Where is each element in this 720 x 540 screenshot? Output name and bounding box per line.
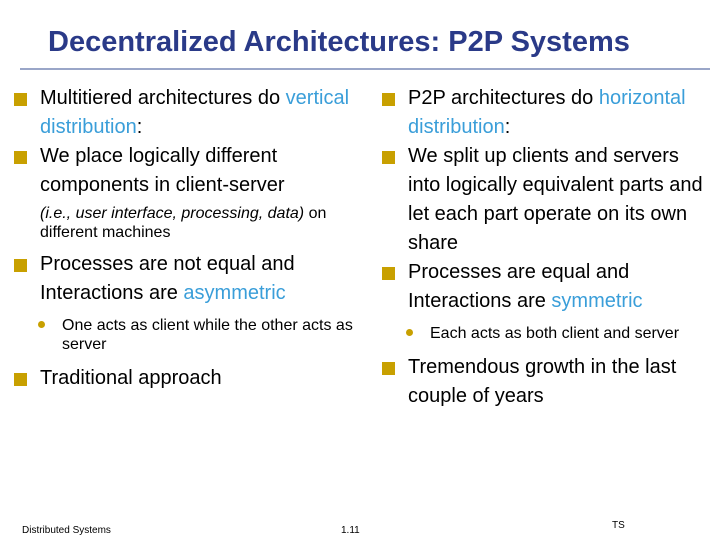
- left-bullet-2: [14, 142, 369, 242]
- right-bullet-1-text: P2P architectures do: [408, 87, 599, 109]
- footer-slide-number: 1.11: [341, 525, 360, 536]
- square-bullet-icon: [382, 362, 395, 375]
- footer-author: TS: [612, 520, 625, 531]
- left-bullet-1-text: Multitiered architectures do: [40, 87, 286, 109]
- right-bullet-3-accent: symmetric: [551, 290, 643, 312]
- slide-title: Decentralized Architectures: P2P Systems: [48, 26, 630, 58]
- right-bullet-4: [382, 353, 712, 411]
- right-sub-bullet: [382, 324, 712, 343]
- square-bullet-icon: [382, 267, 395, 280]
- right-bullet-2-text: We split up clients and servers into logically equivalent parts and let each part operate on its own share: [408, 145, 703, 254]
- square-bullet-icon: [382, 151, 395, 164]
- left-sub-bullet-text: One acts as client while the other acts as server: [62, 317, 353, 353]
- left-column: [14, 84, 369, 393]
- left-bullet-1-accent: vertical distribution: [40, 87, 350, 138]
- footer-course: Distributed Systems: [22, 525, 111, 536]
- square-bullet-icon: [14, 259, 27, 272]
- right-bullet-1-accent: horizontal distribution: [408, 87, 686, 138]
- left-bullet-3-accent: asymmetric: [183, 282, 286, 304]
- right-bullet-1-end: :: [504, 116, 511, 138]
- right-bullet-3-text: Processes are equal and Interactions are: [408, 261, 630, 312]
- round-bullet-icon: [38, 321, 45, 328]
- square-bullet-icon: [14, 151, 27, 164]
- left-bullet-2-text: We place logically different components in client-server: [40, 145, 285, 196]
- left-bullet-3-text: Processes are not equal and Interactions are: [40, 253, 295, 304]
- square-bullet-icon: [382, 93, 395, 106]
- left-bullet-1: [14, 84, 369, 142]
- right-bullet-3: [382, 258, 712, 316]
- left-bullet-4-text: Traditional approach: [40, 367, 222, 389]
- round-bullet-icon: [406, 329, 413, 336]
- right-bullet-1: [382, 84, 712, 142]
- left-bullet-4: [14, 364, 369, 393]
- left-bullet-2-detail: [40, 204, 369, 242]
- left-bullet-2-rest: on different machines: [40, 205, 327, 241]
- left-bullet-3: [14, 250, 369, 308]
- right-sub-bullet-text: Each acts as both client and server: [430, 325, 680, 342]
- right-bullet-2: [382, 142, 712, 258]
- title-divider: [20, 68, 710, 70]
- left-bullet-1-end: :: [136, 116, 143, 138]
- left-sub-bullet: [14, 316, 369, 354]
- square-bullet-icon: [14, 93, 27, 106]
- square-bullet-icon: [14, 373, 27, 386]
- left-bullet-2-italic: (i.e., user interface, processing, data): [40, 205, 305, 222]
- right-bullet-4-text: Tremendous growth in the last couple of years: [408, 356, 677, 407]
- right-column: [382, 84, 712, 411]
